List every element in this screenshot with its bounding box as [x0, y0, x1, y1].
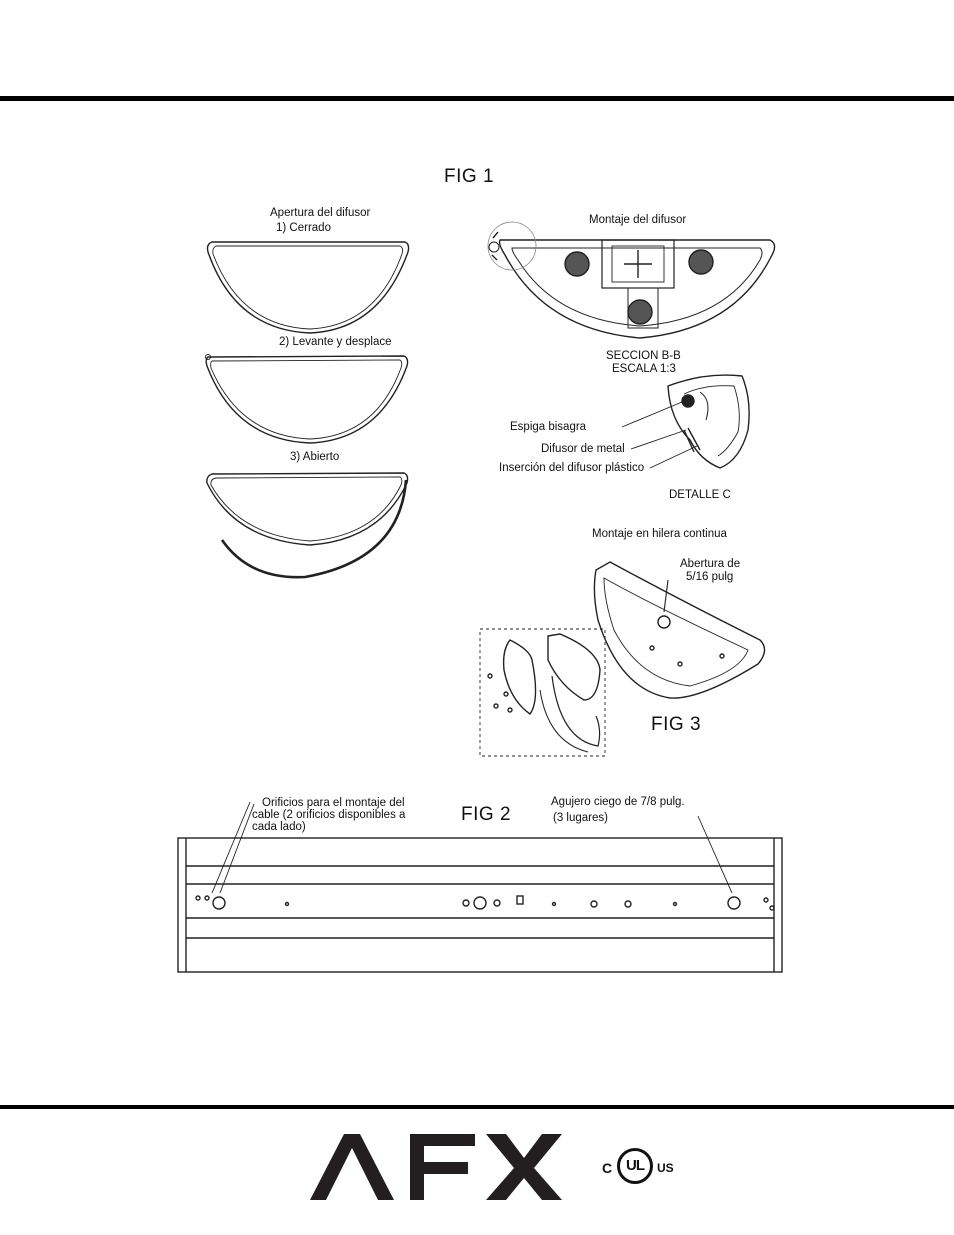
opening-size-line2: 5/16 pulg [686, 571, 734, 583]
step3-label: 3) Abierto [290, 451, 340, 463]
scale-label: ESCALA 1:3 [612, 363, 676, 375]
step2-label: 2) Levante y desplace [279, 336, 392, 348]
diffuser-mount-section-drawing [488, 222, 775, 338]
ul-circle-icon [617, 1148, 653, 1184]
callout-pin: Espiga bisagra [510, 421, 587, 433]
cable-holes-line1: Orificios para el montaje del [262, 797, 405, 809]
exploded-view-drawing [480, 629, 605, 756]
callout-metal: Difusor de metal [541, 443, 625, 455]
continuous-row-drawing [594, 562, 764, 698]
fig1-title: FIG 1 [444, 166, 495, 187]
cable-holes-line3: cada lado) [252, 821, 306, 833]
detail-label: DETALLE C [669, 489, 731, 501]
opening-title: Apertura del difusor [270, 207, 371, 219]
mounting-title: Montaje del difusor [589, 214, 687, 226]
callout-insert: Inserción del difusor plástico [499, 462, 645, 474]
fig3-title: FIG 3 [651, 714, 702, 735]
knockout-line1: Agujero ciego de 7/8 pulg. [551, 796, 685, 808]
cert-us: US [657, 1161, 674, 1175]
strip-fixture-drawing [178, 838, 782, 972]
row-title: Montaje en hilera continua [592, 528, 727, 540]
afx-logo [310, 1130, 565, 1202]
knockout-line2: (3 lugares) [553, 812, 608, 824]
diffuser-closed-drawing [208, 242, 409, 333]
diffuser-open-drawing [207, 473, 408, 577]
cul-us-listing-mark [602, 1146, 686, 1190]
opening-size-line1: Abertura de [680, 558, 741, 570]
step1-label: 1) Cerrado [276, 222, 331, 234]
section-label: SECCION B-B [606, 350, 681, 362]
diffuser-lift-drawing [206, 355, 408, 444]
cable-holes-line2: cable (2 orificios disponibles a [252, 809, 406, 821]
fig2-title: FIG 2 [461, 804, 512, 825]
cert-c: C [602, 1160, 613, 1176]
cert-ul: UL [626, 1157, 644, 1174]
